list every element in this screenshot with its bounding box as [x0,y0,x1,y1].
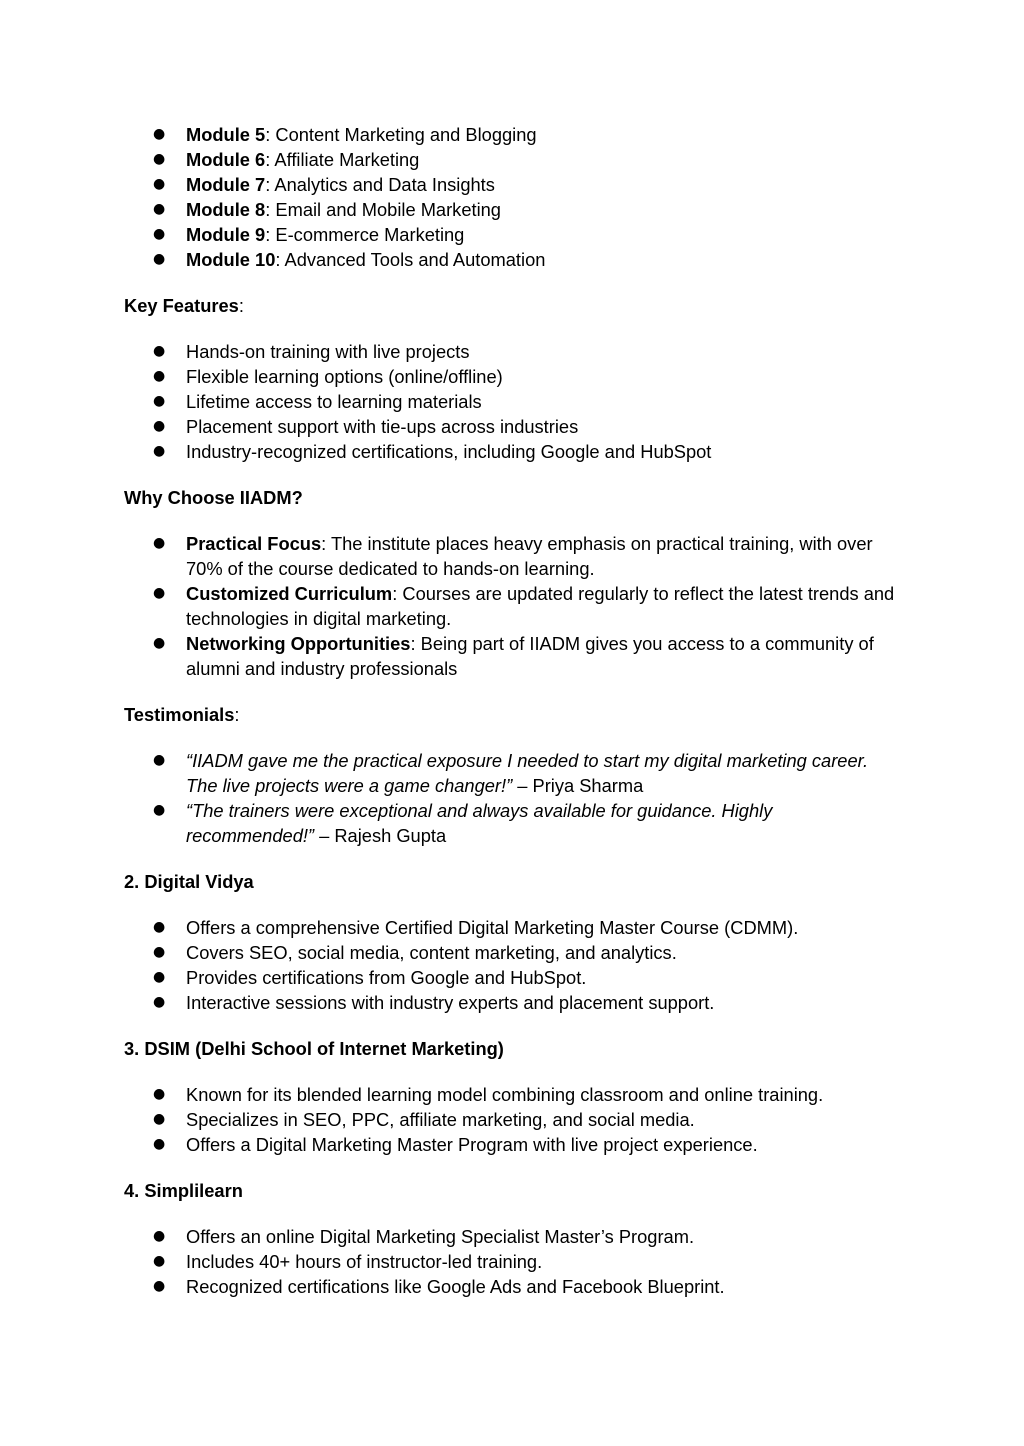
heading-suffix: : [238,295,244,316]
bullet-icon: ● [153,994,166,1010]
item-text: Known for its blended learning model combining classroom and online training. [186,1084,824,1105]
bullet-icon: ● [153,635,166,651]
list-item [124,631,904,681]
reason-desc: : Courses are updated regularly to reflect the latest trends and technologies in digital marketing. [186,583,895,629]
module-name: Module 8 [186,199,266,220]
list-item [124,748,904,798]
dsim-heading: 3. DSIM (Delhi School of Internet Marketing) [124,1038,504,1059]
bullet-icon: ● [153,1253,166,1269]
why-choose-heading: Why Choose IIADM? [124,487,303,508]
digital-vidya-list [124,915,904,1015]
item-text: Covers SEO, social media, content marketing, and analytics. [186,942,677,963]
bullet-icon: ● [153,535,166,551]
bullet-icon: ● [153,151,166,167]
list-item [124,439,904,464]
item-text: Specializes in SEO, PPC, affiliate marketing, and social media. [186,1109,695,1130]
list-item [124,965,904,990]
module-desc: : Advanced Tools and Automation [275,249,546,270]
list-item [124,915,904,940]
list-item [124,389,904,414]
module-desc: : Email and Mobile Marketing [265,199,501,220]
bullet-icon: ● [153,1086,166,1102]
bullet-icon: ● [153,1228,166,1244]
bullet-icon: ● [153,1111,166,1127]
why-choose-list [124,531,904,681]
reason-term: Customized Curriculum [186,583,393,604]
item-text: Provides certifications from Google and HubSpot. [186,967,587,988]
testimonial-author: – Priya Sharma [512,775,644,796]
module-desc: : Analytics and Data Insights [265,174,495,195]
list-item [124,1224,904,1249]
reason-desc: : Being part of IIADM gives you access to a community of alumni and industry professionals [186,633,874,679]
feature-text: Placement support with tie-ups across industries [186,416,579,437]
bullet-icon: ● [153,1278,166,1294]
bullet-icon: ● [153,176,166,192]
testimonial-quote: “IIADM gave me the practical exposure I needed to start my digital marketing career. The live projects were a game changer!” [186,750,869,796]
feature-text: Industry-recognized certifications, including Google and HubSpot [186,441,712,462]
item-text: Offers an online Digital Marketing Specialist Master’s Program. [186,1226,695,1247]
module-desc: : E-commerce Marketing [265,224,465,245]
bullet-icon: ● [153,226,166,242]
list-item [124,581,904,631]
list-item [124,222,904,247]
module-name: Module 5 [186,124,266,145]
reason-term: Networking Opportunities [186,633,411,654]
testimonial-quote: “The trainers were exceptional and always available for guidance. Highly recommended!” [186,800,773,846]
list-item [124,364,904,389]
list-item [124,1107,904,1132]
list-item [124,1132,904,1157]
module-desc: : Affiliate Marketing [265,149,420,170]
digital-vidya-heading: 2. Digital Vidya [124,871,254,892]
list-item [124,122,904,147]
module-desc: : Content Marketing and Blogging [265,124,537,145]
heading-suffix: : [234,704,240,725]
key-features-list [124,339,904,464]
feature-text: Lifetime access to learning materials [186,391,482,412]
module-name: Module 7 [186,174,266,195]
list-item [124,414,904,439]
heading-text: Testimonials [124,704,235,725]
module-list [124,122,904,272]
bullet-icon: ● [153,343,166,359]
reason-term: Practical Focus [186,533,322,554]
list-item [124,990,904,1015]
bullet-icon: ● [153,393,166,409]
bullet-icon: ● [153,368,166,384]
list-item [124,798,904,848]
bullet-icon: ● [153,443,166,459]
simplilearn-heading: 4. Simplilearn [124,1180,243,1201]
item-text: Offers a Digital Marketing Master Program with live project experience. [186,1134,758,1155]
bullet-icon: ● [153,201,166,217]
key-features-heading [124,293,904,318]
bullet-icon: ● [153,752,166,768]
item-text: Includes 40+ hours of instructor-led training. [186,1251,543,1272]
item-text: Interactive sessions with industry experts and placement support. [186,992,715,1013]
testimonials-list [124,748,904,848]
bullet-icon: ● [153,802,166,818]
bullet-icon: ● [153,585,166,601]
dsim-list [124,1082,904,1157]
bullet-icon: ● [153,126,166,142]
bullet-icon: ● [153,418,166,434]
module-name: Module 6 [186,149,266,170]
module-name: Module 10 [186,249,276,270]
list-item [124,147,904,172]
feature-text: Flexible learning options (online/offline) [186,366,503,387]
testimonial-author: – Rajesh Gupta [314,825,447,846]
heading-text: Key Features [124,295,239,316]
list-item [124,531,904,581]
bullet-icon: ● [153,1136,166,1152]
testimonials-heading [124,702,904,727]
simplilearn-list [124,1224,904,1299]
list-item [124,172,904,197]
list-item [124,247,904,272]
module-name: Module 9 [186,224,266,245]
bullet-icon: ● [153,919,166,935]
reason-desc: : The institute places heavy emphasis on practical training, with over 70% of the course dedicated to hands-on learning. [186,533,873,579]
list-item [124,1249,904,1274]
bullet-icon: ● [153,944,166,960]
list-item [124,940,904,965]
item-text: Recognized certifications like Google Ads and Facebook Blueprint. [186,1276,725,1297]
bullet-icon: ● [153,969,166,985]
feature-text: Hands-on training with live projects [186,341,470,362]
list-item [124,1082,904,1107]
list-item [124,197,904,222]
list-item [124,1274,904,1299]
bullet-icon: ● [153,251,166,267]
item-text: Offers a comprehensive Certified Digital Marketing Master Course (CDMM). [186,917,799,938]
document-body [124,122,904,1299]
list-item [124,339,904,364]
